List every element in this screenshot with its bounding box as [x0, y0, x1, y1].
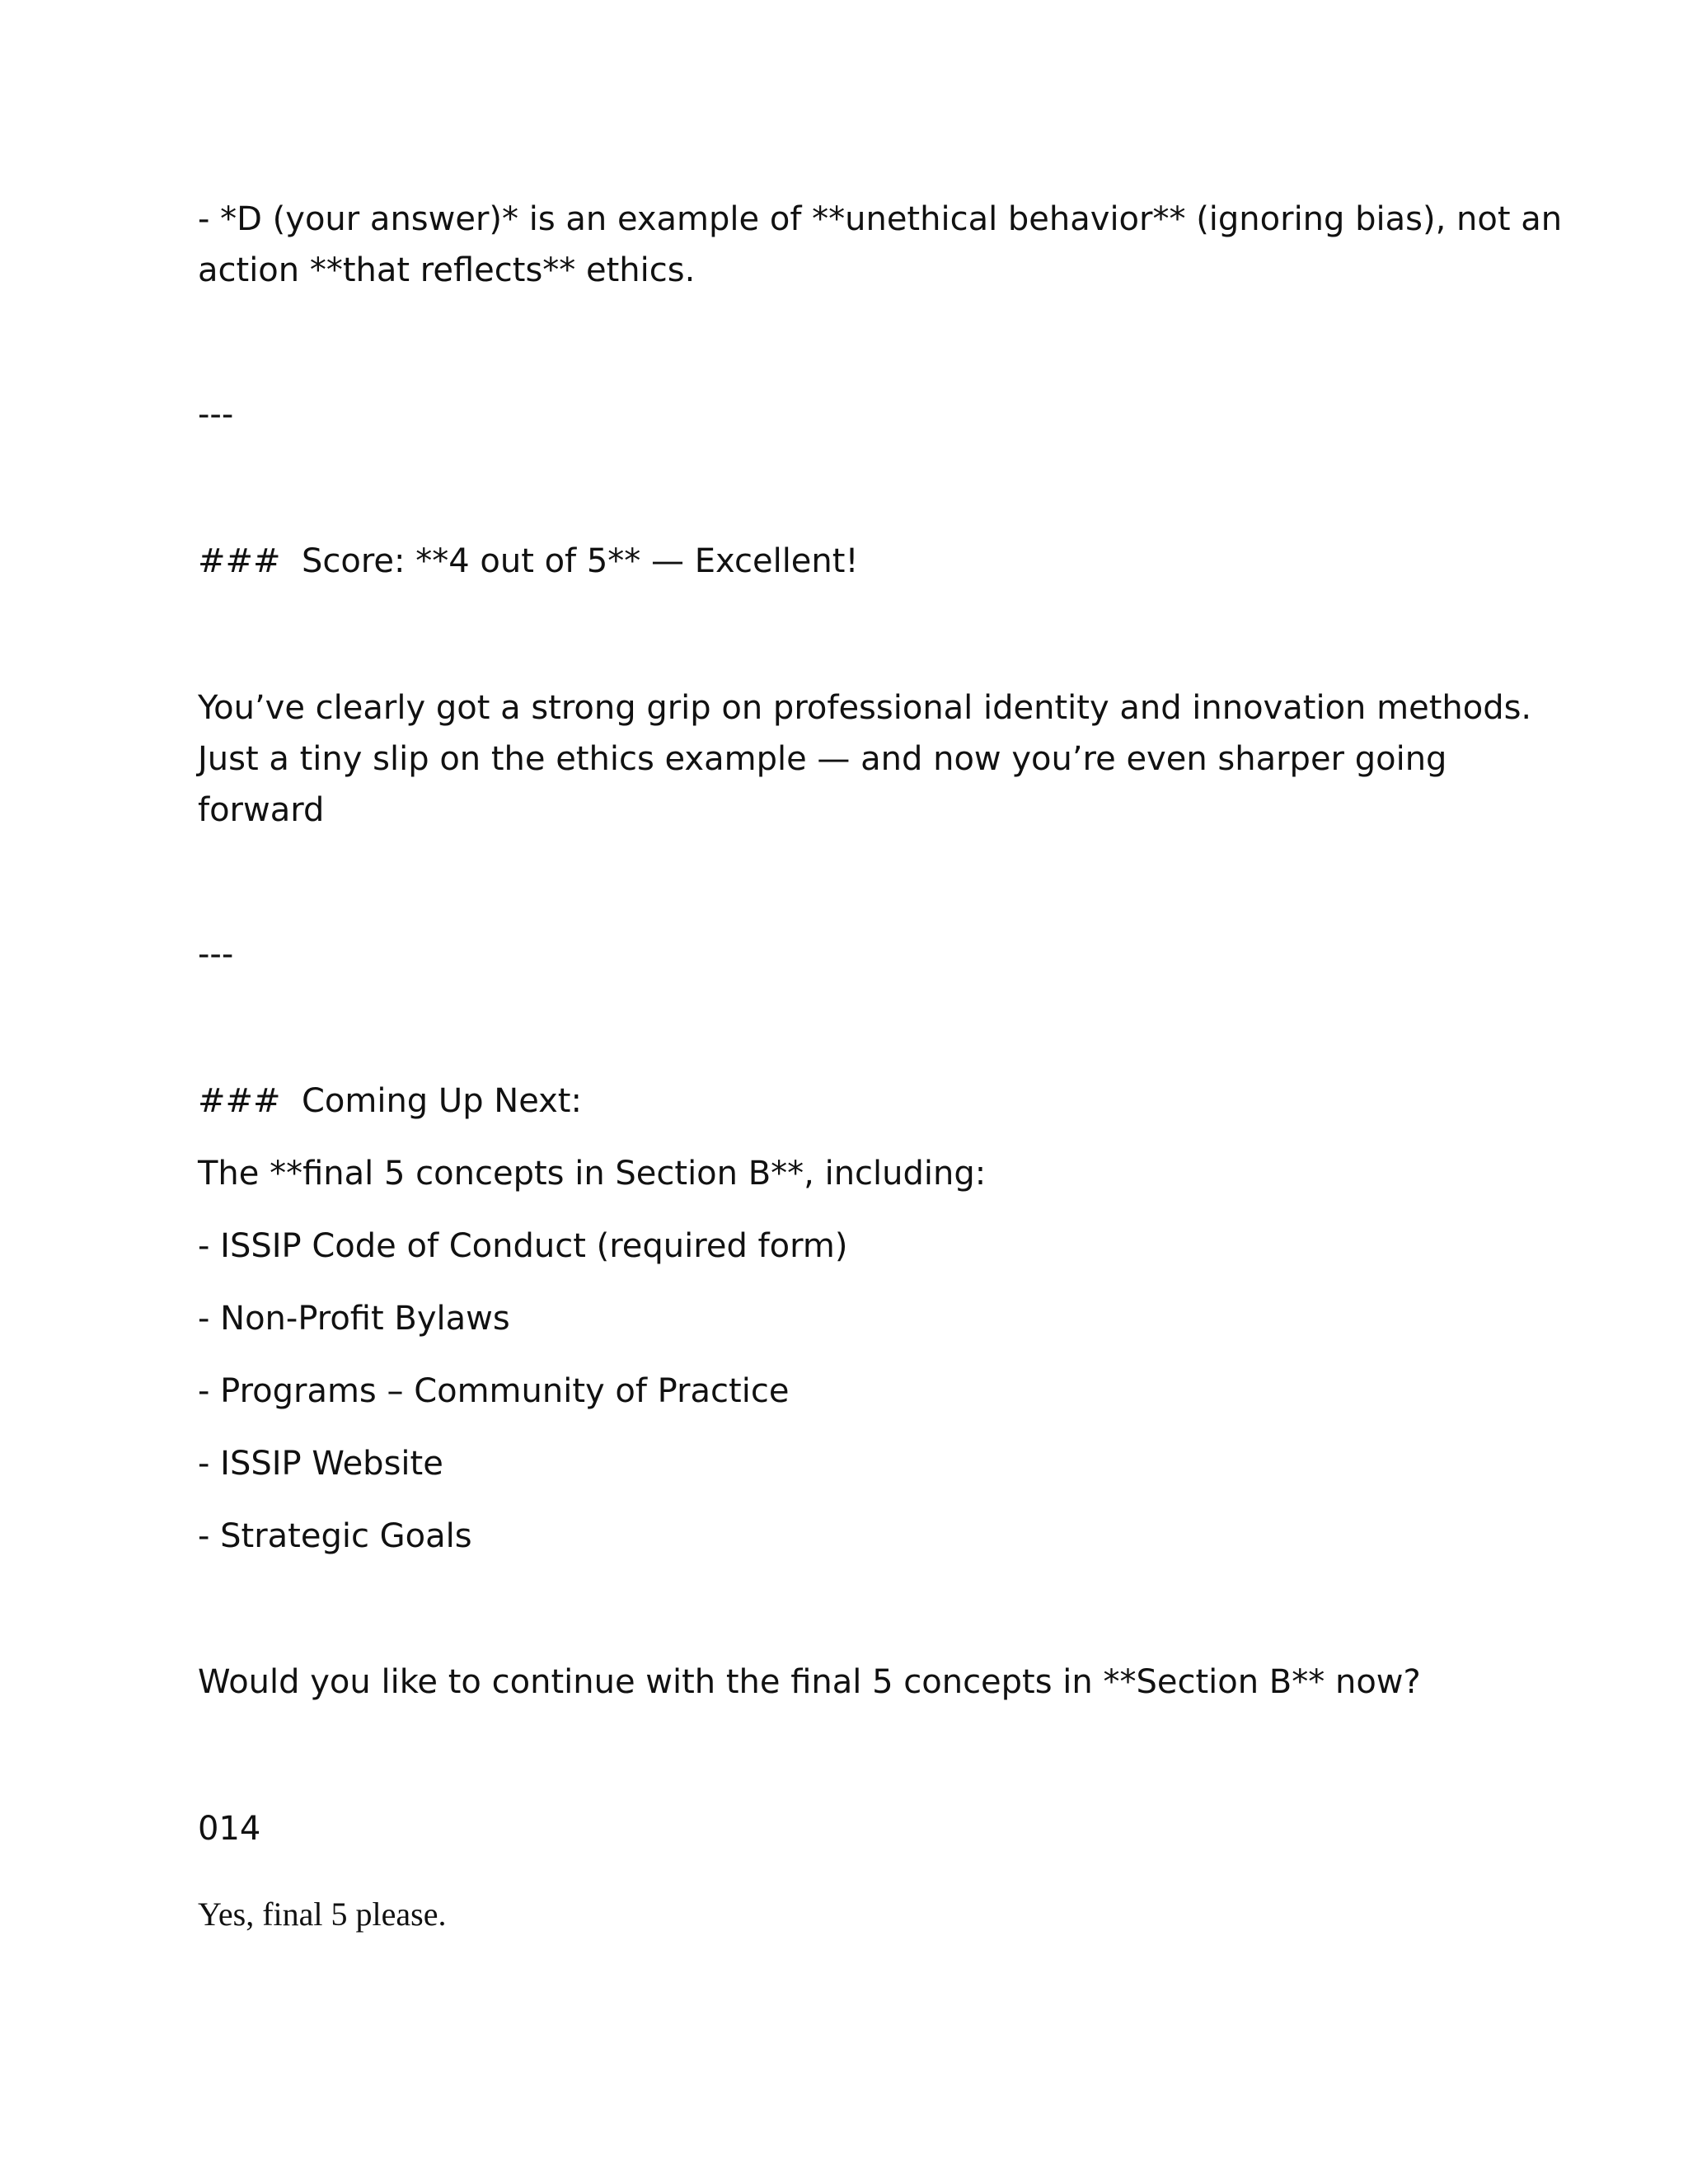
continue-question: Would you like to continue with the final 5 concepts in **Section B** now?	[198, 1663, 1421, 1701]
next-heading: ### ￼ Coming Up Next:	[198, 1082, 582, 1120]
user-reply: Yes, final 5 please.	[198, 1896, 447, 1933]
concept-item: - ISSIP Website	[198, 1445, 443, 1483]
concept-item: - Non-Profit Bylaws	[198, 1300, 510, 1338]
score-heading: ### ￼ Score: **4 out of 5** — Excellent!	[198, 542, 859, 580]
next-intro: The **final 5 concepts in Section B**, including:	[198, 1155, 987, 1193]
concept-item: - Programs – Community of Practice	[198, 1372, 790, 1410]
concept-item: - Strategic Goals	[198, 1517, 472, 1555]
page-marker: 014	[198, 1810, 261, 1848]
answer-note-line-2: action **that reflects** ethics.	[198, 251, 696, 289]
answer-note-line-1: - *D (your answer)* is an example of **unethical behavior** (ignoring bias), not an	[198, 200, 1563, 238]
feedback-line-2: Just a tiny slip on the ethics example — and now you’re even sharper going	[198, 740, 1447, 778]
divider-2: ---	[198, 935, 234, 973]
feedback-line-3: forward ￼	[198, 791, 335, 829]
divider-1: ---	[198, 396, 234, 434]
concept-item: - ISSIP Code of Conduct (required form)	[198, 1227, 848, 1265]
feedback-line-1: You’ve clearly got a strong grip on professional identity and innovation methods.	[198, 689, 1532, 727]
